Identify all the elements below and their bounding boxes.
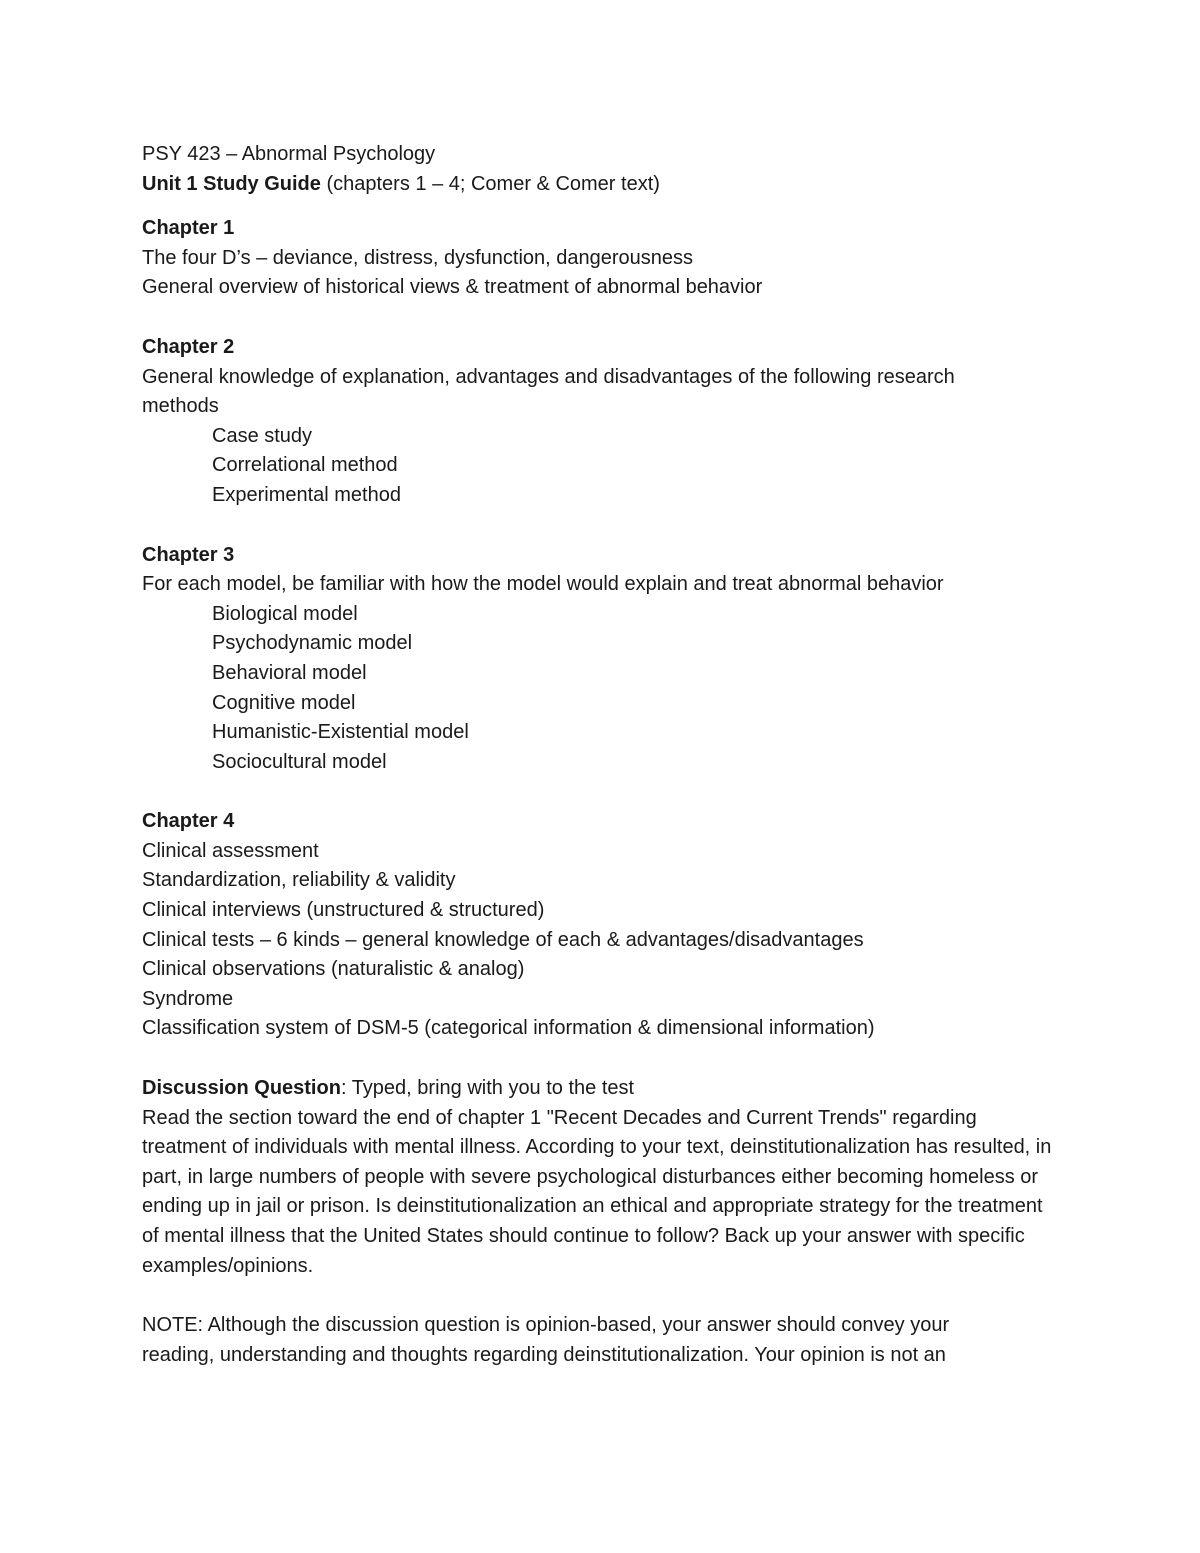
chapter-2-heading: Chapter 2	[142, 335, 235, 358]
chapter-2-intro: General knowledge of explanation, advantages and disadvantages of the following research methods	[142, 365, 955, 418]
chapter-4-heading: Chapter 4	[142, 810, 235, 833]
chapter-4-line: Clinical observations (naturalistic & analog)	[142, 958, 525, 981]
chapter-4-line: Classification system of DSM-5 (categorical information & dimensional information)	[142, 1017, 875, 1040]
chapter-1-line: The four D’s – deviance, distress, dysfunction, dangerousness	[142, 246, 694, 269]
chapter-4-line: Clinical assessment	[142, 839, 319, 862]
chapter-3-item: Behavioral model	[212, 661, 367, 684]
discussion-question-instructions: : Typed, bring with you to the test	[340, 1077, 635, 1100]
discussion-question-body: Read the section toward the end of chapter 1 "Recent Decades and Current Trends" regarding treatment of individuals with mental illness. According to your text, deinstitutionalization has resulted, in part, in large numbers of people with severe psychological disturbances either becoming homeless or ending up in jail or prison. Is deinstitutionalization an ethical and appropriate strategy for the treatment of mental illness that the United States should continue to follow? Back up your answer with specific examples/opinions.	[142, 1106, 1052, 1277]
chapter-3-item: Sociocultural model	[212, 750, 387, 773]
study-guide-subtitle: (chapters 1 – 4; Comer & Comer text)	[320, 172, 660, 195]
discussion-question-label: Discussion Question	[142, 1077, 341, 1100]
chapter-4-line: Standardization, reliability & validity	[142, 869, 456, 892]
chapter-3-item: Cognitive model	[212, 691, 356, 714]
chapter-1-line: General overview of historical views & treatment of abnormal behavior	[142, 276, 763, 299]
note-paragraph: NOTE: Although the discussion question is opinion-based, your answer should convey your reading, understanding and thoughts regarding deinstitutionalization. Your opinion is not an	[142, 1314, 950, 1366]
chapter-4-line: Syndrome	[142, 987, 234, 1010]
chapter-3-item: Biological model	[212, 602, 358, 625]
chapter-2-item: Correlational method	[212, 454, 398, 477]
chapter-2-item: Case study	[212, 424, 313, 447]
chapter-4-line: Clinical interviews (unstructured & structured)	[142, 899, 545, 922]
document-content	[142, 140, 1062, 1370]
chapter-4-line: Clinical tests – 6 kinds – general knowledge of each & advantages/disadvantages	[142, 928, 864, 951]
chapter-3-heading: Chapter 3	[142, 543, 235, 566]
chapter-3-intro: For each model, be familiar with how the model would explain and treat abnormal behavior	[142, 573, 944, 596]
chapter-1-heading: Chapter 1	[142, 217, 235, 240]
course-title: PSY 423 – Abnormal Psychology	[142, 143, 436, 165]
discussion-question-header	[142, 1074, 1062, 1104]
chapter-3-item: Humanistic-Existential model	[212, 721, 469, 744]
chapter-2-item: Experimental method	[212, 483, 401, 506]
chapter-3-item: Psychodynamic model	[212, 632, 413, 655]
study-guide-title-bold: Unit 1 Study Guide	[142, 172, 321, 195]
study-guide-title	[142, 170, 1062, 200]
